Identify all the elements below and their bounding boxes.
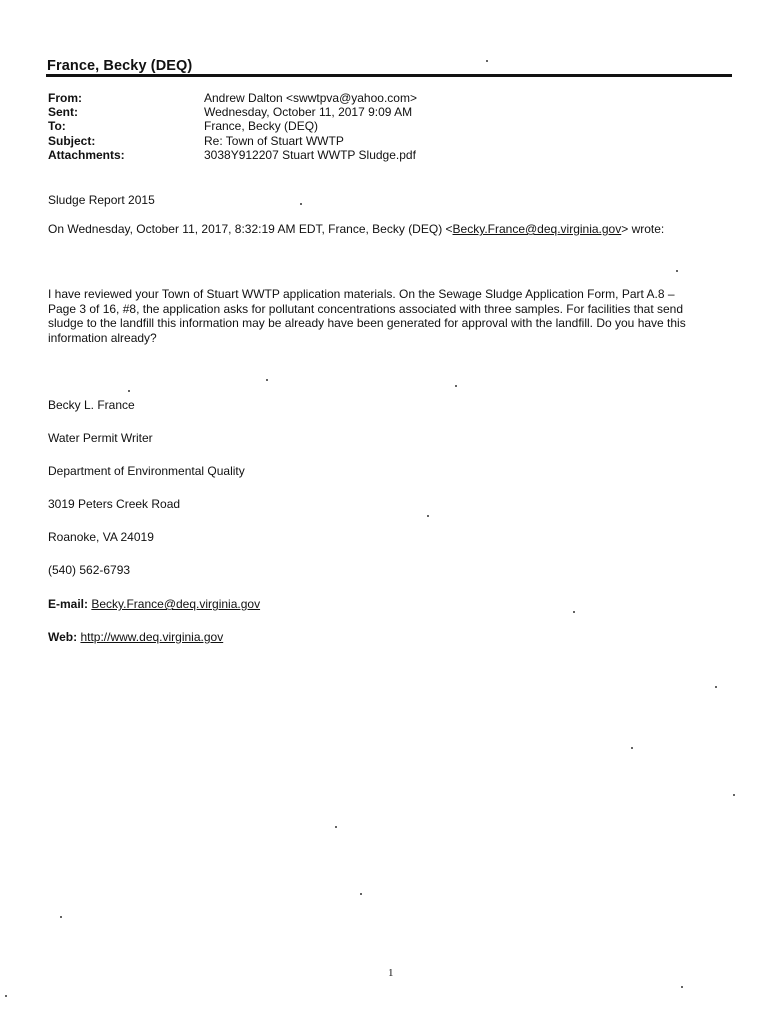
quote-intro-email-link[interactable]: Becky.France@deq.virginia.gov <box>452 222 622 236</box>
signature-title: Water Permit Writer <box>48 431 153 445</box>
signature-email-label: E-mail: <box>48 597 89 611</box>
scan-speck <box>733 794 735 796</box>
scan-speck <box>631 747 633 749</box>
scan-speck <box>335 826 337 828</box>
signature-city: Roanoke, VA 24019 <box>48 530 154 544</box>
header-divider <box>46 74 732 77</box>
scan-speck <box>427 515 429 517</box>
signature-name: Becky L. France <box>48 398 135 412</box>
meta-sent-label: Sent: <box>48 105 78 120</box>
meta-attachments-value: 3038Y912207 Stuart WWTP Sludge.pdf <box>204 147 416 162</box>
quote-intro-suffix: > wrote: <box>621 222 665 236</box>
scan-speck <box>455 385 457 387</box>
scan-speck <box>266 379 268 381</box>
scan-speck <box>60 916 62 918</box>
meta-to-label: To: <box>48 119 66 134</box>
scan-speck <box>300 203 302 205</box>
paragraph-line: I have reviewed your Town of Stuart WWTP application materials. On the Sewage Sludge Application Form, Part A.8 – <box>48 287 675 301</box>
scan-speck <box>715 686 717 688</box>
signature-department: Department of Environmental Quality <box>48 464 245 478</box>
scan-speck <box>128 390 130 392</box>
quote-intro-prefix: On Wednesday, October 11, 2017, 8:32:19 AM EDT, France, Becky (DEQ) < <box>48 222 453 236</box>
signature-web-link[interactable]: http://www.deq.virginia.gov <box>80 630 224 644</box>
scan-speck <box>681 986 683 988</box>
meta-attachments-label: Attachments: <box>48 147 125 162</box>
meta-subject-value: Re: Town of Stuart WWTP <box>204 133 344 148</box>
paragraph-line: sludge to the landfill this information may be already have been generated for approval with the landfill. Do you have this <box>48 316 686 331</box>
signature-web-row <box>48 630 223 645</box>
meta-from-value: Andrew Dalton <swwtpva@yahoo.com> <box>204 91 417 105</box>
meta-subject-row <box>48 134 417 148</box>
scan-speck <box>360 893 362 895</box>
meta-to-row <box>48 119 417 133</box>
meta-sent-row <box>48 105 417 119</box>
page-number: 1 <box>388 967 394 979</box>
paragraph-line: Page 3 of 16, #8, the application asks for pollutant concentrations associated with three samples. For facilities that send <box>48 301 684 316</box>
signature-web-label: Web: <box>48 630 78 644</box>
email-metadata <box>48 91 417 162</box>
quoted-message-paragraph <box>48 287 728 345</box>
signature-email-link[interactable]: Becky.France@deq.virginia.gov <box>91 597 261 611</box>
reply-text: Sludge Report 2015 <box>48 193 155 207</box>
signature-street: 3019 Peters Creek Road <box>48 497 181 511</box>
meta-sent-value: Wednesday, October 11, 2017 9:09 AM <box>204 105 413 120</box>
scan-speck <box>5 995 7 997</box>
scan-speck <box>676 270 678 272</box>
quote-intro <box>48 222 664 237</box>
meta-from-row <box>48 91 417 105</box>
meta-attachments-row <box>48 148 417 162</box>
meta-to-value: France, Becky (DEQ) <box>204 119 319 134</box>
signature-phone: (540) 562-6793 <box>48 563 131 577</box>
scan-speck <box>573 611 575 613</box>
scan-speck <box>486 60 488 62</box>
mailbox-owner-name: France, Becky (DEQ) <box>47 58 193 74</box>
paragraph-line: information already? <box>48 330 157 345</box>
meta-subject-label: Subject: <box>48 133 96 148</box>
signature-email-row <box>48 597 260 612</box>
meta-from-label: From: <box>48 91 82 105</box>
